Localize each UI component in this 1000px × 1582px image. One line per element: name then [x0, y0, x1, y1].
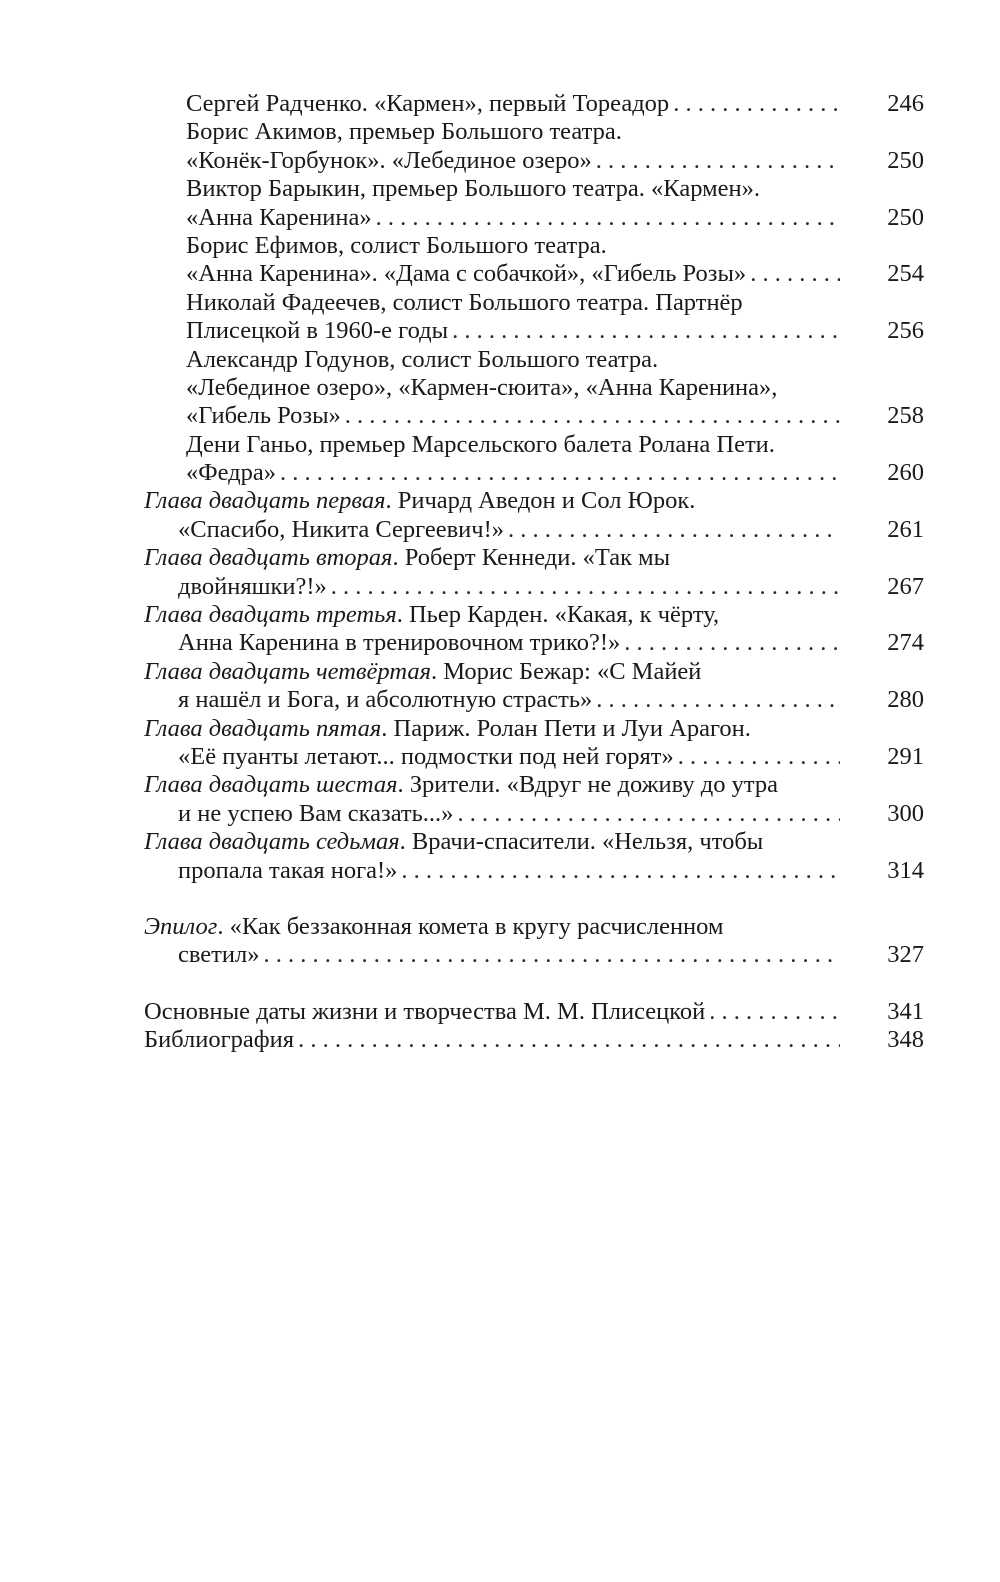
toc-line	[144, 346, 924, 374]
toc-text: . Ричард Аведон и Сол Юрок.	[385, 487, 696, 515]
toc-line-text	[178, 941, 259, 969]
toc-line	[144, 232, 924, 260]
toc-text: «Конёк-Горбунок». «Лебединое озеро»	[186, 146, 592, 174]
page-number: 348	[887, 1026, 924, 1054]
table-of-contents	[144, 90, 924, 1055]
toc-line	[144, 118, 924, 146]
page-number: 258	[887, 402, 924, 430]
section-spacer	[144, 970, 924, 998]
toc-line	[144, 317, 924, 345]
toc-line	[144, 941, 924, 969]
toc-line	[144, 686, 924, 714]
toc-line	[144, 516, 924, 544]
toc-line-text	[178, 573, 327, 601]
toc-text: Основные даты жизни и творчества М. М. Плисецкой	[144, 997, 706, 1025]
toc-line	[144, 402, 924, 430]
section-spacer	[144, 885, 924, 913]
toc-line	[144, 601, 924, 629]
toc-line	[144, 431, 924, 459]
dot-leader	[331, 573, 840, 601]
dot-leader	[750, 260, 840, 288]
toc-line	[144, 715, 924, 743]
toc-text: . Морис Бежар: «С Майей	[430, 657, 702, 685]
toc-text: «Анна Каренина». «Дама с собачкой», «Гибель Розы»	[186, 260, 747, 288]
toc-text: . Роберт Кеннеди. «Так мы	[392, 544, 671, 572]
toc-entry	[144, 544, 924, 601]
toc-text: Сергей Радченко. «Кармен», первый Тореадор	[186, 90, 670, 117]
toc-line-text	[178, 629, 620, 657]
toc-entry	[144, 1026, 924, 1054]
toc-line	[144, 743, 924, 771]
page-number: 314	[887, 856, 924, 884]
page-number: 261	[887, 515, 924, 543]
toc-text: пропала такая нога!»	[178, 856, 398, 884]
toc-line	[144, 175, 924, 203]
toc-line-text	[186, 317, 448, 345]
chapter-label: Глава двадцать третья	[144, 601, 397, 629]
toc-entry	[144, 431, 924, 488]
toc-line-text	[178, 743, 674, 771]
chapter-label: Эпилог	[144, 912, 218, 940]
toc-line	[144, 289, 924, 317]
toc-line	[144, 658, 924, 686]
toc-entry	[144, 232, 924, 289]
chapter-label: Глава двадцать шестая	[144, 771, 398, 799]
page-number: 327	[887, 941, 924, 969]
toc-line	[144, 573, 924, 601]
toc-text: . Зрители. «Вдруг не доживу до утра	[397, 771, 778, 799]
dot-leader	[280, 459, 840, 487]
page-number: 246	[887, 90, 924, 117]
toc-line-text	[186, 90, 669, 118]
chapter-label: Глава двадцать первая	[144, 487, 386, 515]
dot-leader	[401, 857, 840, 885]
toc-text: Дени Ганьо, премьер Марсельского балета Ролана Пети.	[186, 430, 775, 458]
chapter-label: Глава двадцать вторая	[144, 544, 393, 572]
toc-entry	[144, 828, 924, 885]
toc-entry	[144, 289, 924, 346]
page-number: 291	[887, 742, 924, 770]
page-number: 300	[887, 799, 924, 827]
page-number: 250	[887, 146, 924, 174]
page-number: 260	[887, 459, 924, 487]
toc-text: . Врачи-спасители. «Нельзя, чтобы	[399, 828, 764, 856]
toc-text: Виктор Барыкин, премьер Большого театра. «Кармен».	[186, 175, 760, 203]
toc-text: Библиография	[144, 1026, 295, 1054]
toc-line	[144, 544, 924, 572]
dot-leader	[345, 402, 840, 430]
page-number: 254	[887, 260, 924, 288]
toc-entry	[144, 90, 924, 118]
toc-text: . Пьер Карден. «Какая, к чёрту,	[396, 601, 720, 629]
toc-text: «Её пуанты летают... подмостки под ней горят»	[178, 742, 674, 770]
toc-line	[144, 90, 924, 118]
toc-line	[144, 204, 924, 232]
toc-entry	[144, 998, 924, 1026]
toc-line	[144, 998, 924, 1026]
page-number: 341	[887, 997, 924, 1025]
toc-line	[144, 857, 924, 885]
toc-entry	[144, 487, 924, 544]
toc-text: Александр Годунов, солист Большого театра.	[186, 345, 659, 373]
toc-line	[144, 771, 924, 799]
toc-text: «Анна Каренина»	[186, 203, 372, 231]
toc-entry	[144, 658, 924, 715]
page-number: 250	[887, 203, 924, 231]
toc-text: и не успею Вам сказать...»	[178, 799, 454, 827]
toc-text: «Лебединое озеро», «Кармен-сюита», «Анна Каренина»,	[186, 373, 778, 401]
chapter-label: Глава двадцать пятая	[144, 714, 382, 742]
toc-line-text	[186, 147, 592, 175]
toc-line	[144, 913, 924, 941]
toc-line	[144, 1026, 924, 1054]
page-number: 267	[887, 572, 924, 600]
dot-leader	[452, 317, 840, 345]
toc-entry	[144, 175, 924, 232]
toc-line-text	[186, 260, 746, 288]
toc-line	[144, 629, 924, 657]
toc-line-text	[144, 1026, 294, 1054]
toc-entry	[144, 771, 924, 828]
toc-text: Борис Ефимов, солист Большого театра.	[186, 231, 607, 259]
toc-text: я нашёл и Бога, и абсолютную страсть»	[178, 686, 593, 714]
toc-line-text	[178, 857, 397, 885]
toc-entry	[144, 715, 924, 772]
dot-leader	[709, 998, 840, 1026]
dot-leader	[624, 629, 840, 657]
toc-line-text	[186, 402, 341, 430]
toc-line-text	[186, 459, 276, 487]
toc-line	[144, 147, 924, 175]
toc-text: светил»	[178, 941, 260, 969]
toc-line	[144, 260, 924, 288]
toc-line-text	[178, 686, 592, 714]
toc-line-text	[178, 516, 504, 544]
toc-entry	[144, 118, 924, 175]
dot-leader	[596, 686, 840, 714]
toc-text: Плисецкой в 1960-е годы	[186, 317, 449, 345]
toc-text: «Федра»	[186, 459, 276, 487]
dot-leader	[673, 90, 840, 118]
dot-leader	[508, 516, 840, 544]
toc-text: . «Как беззаконная комета в кругу расчисленном	[217, 912, 724, 940]
toc-line	[144, 800, 924, 828]
dot-leader	[298, 1026, 840, 1054]
toc-line	[144, 828, 924, 856]
toc-entry	[144, 601, 924, 658]
page-number: 280	[887, 686, 924, 714]
chapter-label: Глава двадцать седьмая	[144, 828, 400, 856]
toc-line-text	[178, 800, 453, 828]
dot-leader	[376, 204, 840, 232]
dot-leader	[263, 941, 840, 969]
toc-line	[144, 374, 924, 402]
toc-text: Николай Фадеечев, солист Большого театра. Партнёр	[186, 288, 743, 316]
toc-entry	[144, 913, 924, 970]
page-number: 256	[887, 317, 924, 345]
toc-text: двойняшки?!»	[178, 572, 327, 600]
toc-entry	[144, 346, 924, 431]
toc-line-text	[186, 204, 372, 232]
toc-text: Борис Акимов, премьер Большого театра.	[186, 118, 622, 146]
dot-leader	[678, 743, 840, 771]
dot-leader	[596, 147, 840, 175]
toc-text: . Париж. Ролан Пети и Луи Арагон.	[381, 714, 751, 742]
toc-line	[144, 487, 924, 515]
toc-line	[144, 459, 924, 487]
toc-text: Анна Каренина в тренировочном трико?!»	[178, 629, 621, 657]
toc-line-text	[144, 998, 705, 1026]
page-number: 274	[887, 629, 924, 657]
toc-text: «Гибель Розы»	[186, 402, 341, 430]
chapter-label: Глава двадцать четвёртая	[144, 657, 431, 685]
dot-leader	[457, 800, 840, 828]
toc-text: «Спасибо, Никита Сергеевич!»	[178, 515, 505, 543]
